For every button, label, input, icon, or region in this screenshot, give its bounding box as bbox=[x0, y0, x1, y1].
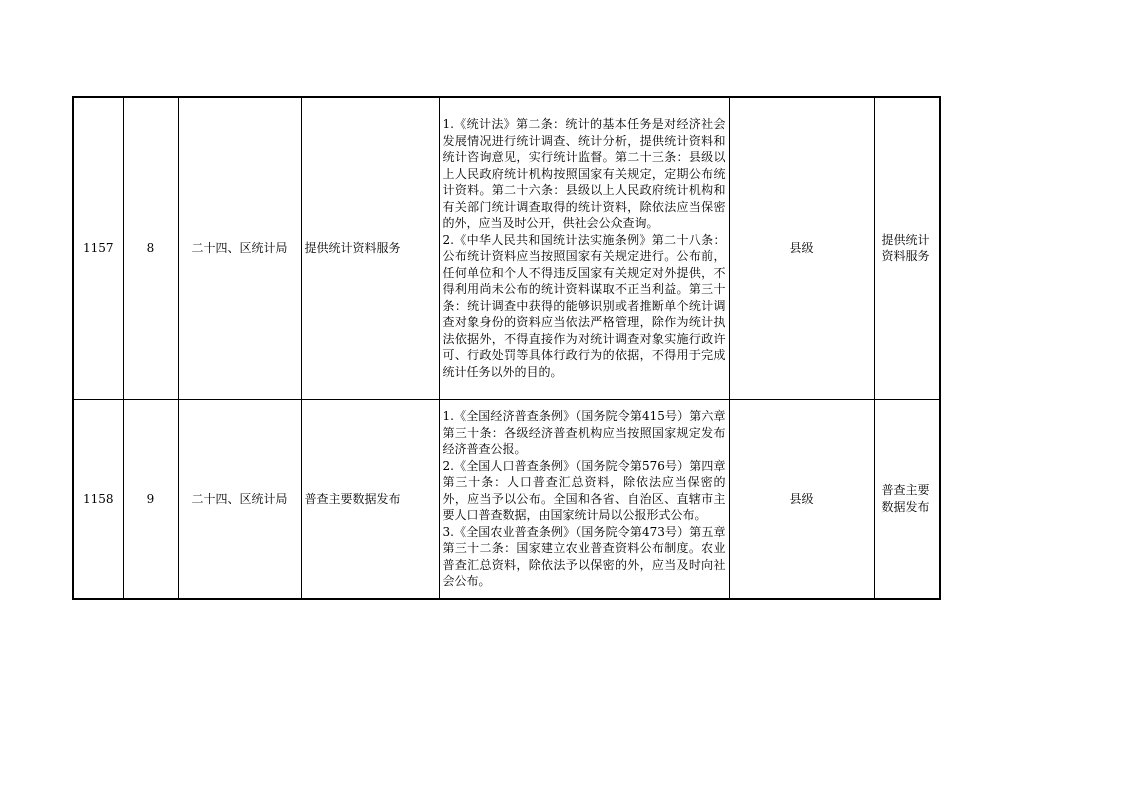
legal-basis-paragraph: 2.《全国人口普查条例》（国务院令第576号）第四章第三十条：人口普查汇总资料，除依法应当保密的外，应当予以公布。全国和各省、自治区、直辖市主要人口普查数据，由国家统计局以公报形式公布。 bbox=[442, 458, 726, 522]
item-name-cell: 提供统计资料服务 bbox=[301, 97, 439, 399]
table-row bbox=[73, 399, 940, 599]
legal-basis-cell bbox=[439, 399, 729, 599]
content-cell: 提供统计资料服务 bbox=[874, 97, 940, 399]
level-cell: 县级 bbox=[729, 97, 874, 399]
sequence-cell: 8 bbox=[123, 97, 178, 399]
department-cell: 二十四、区统计局 bbox=[178, 97, 301, 399]
data-table bbox=[72, 96, 941, 600]
department-cell: 二十四、区统计局 bbox=[178, 399, 301, 599]
row-number-cell: 1157 bbox=[73, 97, 123, 399]
content-cell: 普查主要数据发布 bbox=[874, 399, 940, 599]
legal-basis-paragraph: 1.《全国经济普查条例》（国务院令第415号）第六章第三十条：各级经济普查机构应当按照国家规定发布经济普查公报。 bbox=[442, 409, 726, 456]
item-name-cell: 普查主要数据发布 bbox=[301, 399, 439, 599]
legal-basis-paragraph: 2.《中华人民共和国统计法实施条例》第二十八条：公布统计资料应当按照国家有关规定进行。公布前，任何单位和个人不得违反国家有关规定对外提供，不得利用尚未公布的统计资料谋取不正当利益。第三十条：统计调查中获得的能够识别或者推断单个统计调查对象身份的资料应当依法严格管理，除作为统计执法依据外，不得直接作为对统计调查对象实施行政许可、行政处罚等具体行政行为的依据，不得用于完成统计任务以外的目的。 bbox=[442, 232, 726, 379]
legal-basis-paragraph: 3.《全国农业普查条例》（国务院令第473号）第五章第三十二条：国家建立农业普查资料公布制度。农业普查汇总资料，除依法予以保密的外，应当及时向社会公布。 bbox=[442, 524, 726, 588]
row-number-cell: 1158 bbox=[73, 399, 123, 599]
legal-basis-cell bbox=[439, 97, 729, 399]
table-row bbox=[73, 97, 940, 399]
legal-basis-paragraph: 1.《统计法》第二条：统计的基本任务是对经济社会发展情况进行统计调查、统计分析，提供统计资料和统计咨询意见，实行统计监督。第二十三条：县级以上人民政府统计机构按照国家有关规定，定期公布统计资料。第二十六条：县级以上人民政府统计机构和有关部门统计调查取得的统计资料，除依法应当保密的外，应当及时公开，供社会公众查询。 bbox=[442, 117, 726, 231]
sequence-cell: 9 bbox=[123, 399, 178, 599]
level-cell: 县级 bbox=[729, 399, 874, 599]
